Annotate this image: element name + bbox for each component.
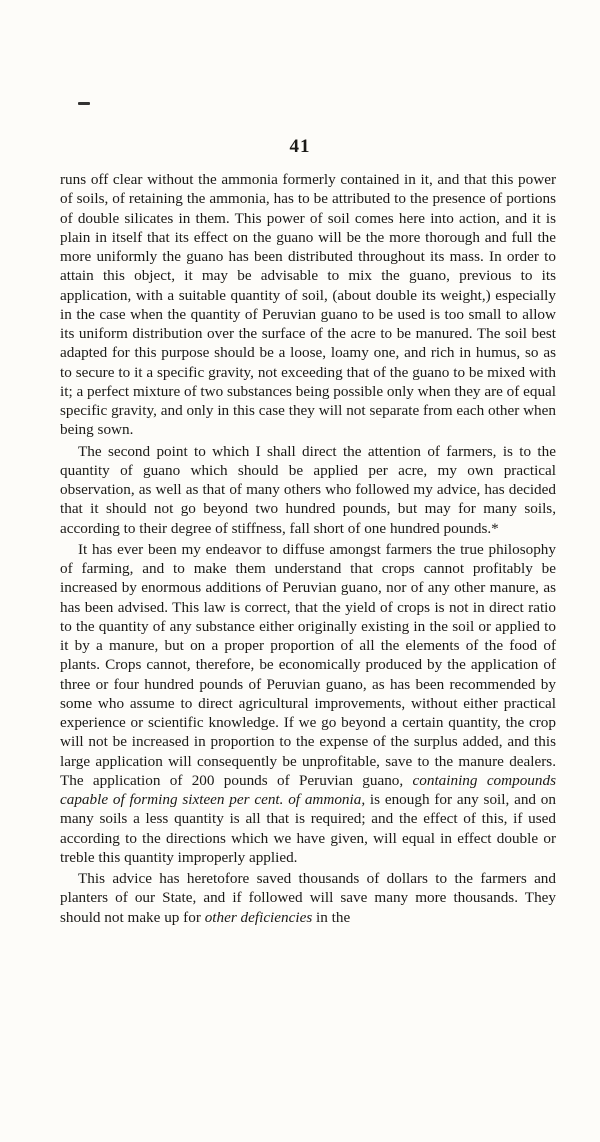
- paragraph-1: runs off clear without the ammonia formerly contained in it, and that this power of soils, of retaining the ammonia, has to be attributed to the presence of portions of double silicates in them. This power of soil comes here into action, and it is plain in itself that its effect on the guano will be the more thorough and full the more uniformly the guano has been distributed throughout its mass. In order to attain this object, it may be advisable to mix the guano, previous to its application, with a suitable quantity of soil, (about double its weight,) especially in the case when the quantity of Peruvian guano to be used is too small to allow its uniform distribution over the surface of the acre to be manured. The soil best adapted for this purpose should be a loose, loamy one, and rich in humus, so as to secure to it a specific gravity, not exceeding that of the guano to be mixed with it; a perfect mixture of two substances being possible only when they are of equal specific gravity, and only in this case they will not separate from each other when being sown.: [60, 171, 556, 439]
- paragraph-3-part-b: is enough for any soil, and on many soils a less quantity is all that is required; and the effect of this, if used according to the directions which we have given, will equal in effect double or treble this quantity improperly applied.: [60, 791, 556, 866]
- paragraph-3-emphasis: containing compounds capable of forming sixteen per cent. of ammonia,: [60, 771, 556, 808]
- paragraph-3-part-a: It has ever been my endeavor to diffuse amongst farmers the true philosophy of farming, and to make them understand that crops cannot profitably be increased by enormous additions of Peruvian guano, nor of any other manure, as has been advised. This law is correct, that the yield of crops is not in direct ratio to the quantity of any substance either originally existing in the soil or applied to it by a manure, but on a proper proportion of all the elements of the food of plants. Crops cannot, therefore, be economically produced by the application of three or four hundred pounds of Peruvian guano, as has been recommended by some who assume to direct agricultural improvements, without either practical experience or scientific knowledge. If we go beyond a certain quantity, the crop will not be increased in proportion to the expense of the surplus added, and this large application will consequently be unprofitable, save to the manure dealers. The application of 200 pounds of Peruvian guano,: [60, 540, 556, 789]
- paragraph-2: The second point to which I shall direct the attention of farmers, is to the quantity of guano which should be applied per acre, my own practical observation, as well as that of many others who followed my advice, has decided that it should not go beyond two hundred pounds, but may for many soils, according to their degree of stiffness, fall short of one hundred pounds.*: [60, 442, 556, 537]
- scan-speck: [78, 102, 90, 105]
- page-number: 41: [289, 136, 311, 157]
- paragraph-4-emphasis: other deficiencies: [204, 908, 313, 926]
- body-text: [60, 170, 556, 927]
- paragraph-4-part-b: in the: [312, 908, 351, 926]
- paragraph-3: [60, 540, 556, 867]
- paragraph-4: [60, 869, 556, 927]
- paragraph-4-part-a: This advice has heretofore saved thousands of dollars to the farmers and planters of our State, and if followed will save many more thousands. They should not make up for: [60, 870, 556, 926]
